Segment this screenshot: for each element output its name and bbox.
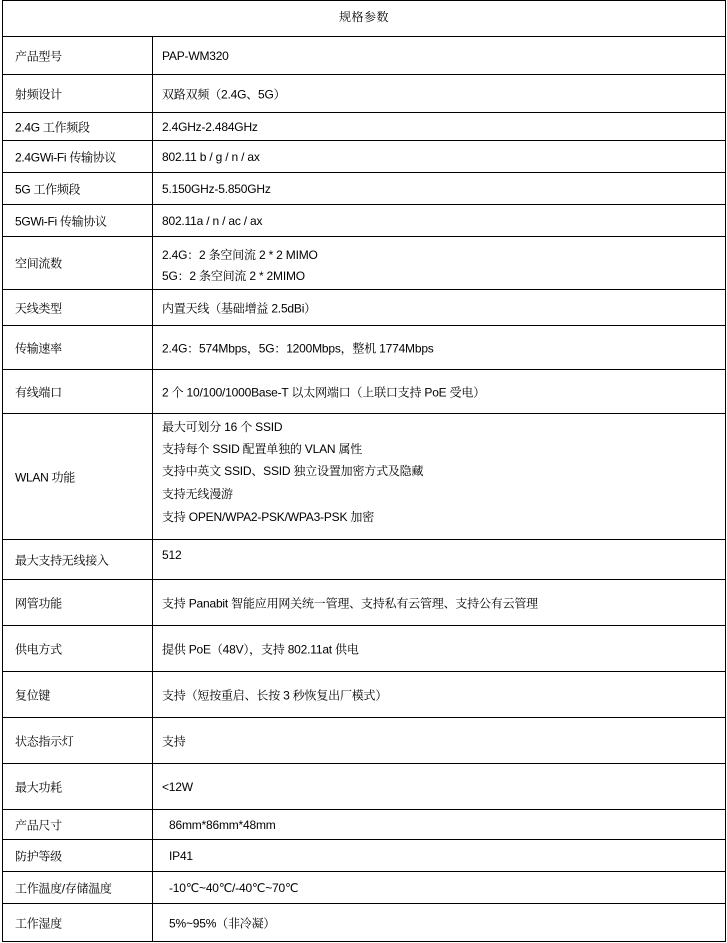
spec-value: 2 个 10/100/1000Base-T 以太网端口（上联口支持 PoE 受电）	[162, 385, 486, 399]
table-row	[3, 205, 725, 237]
spec-value: 双路双频（2.4G、5G）	[162, 87, 286, 101]
spec-value-line: 最大可划分 16 个 SSID	[162, 420, 283, 434]
spec-value-cell	[153, 113, 725, 140]
spec-value: 2.4GHz-2.484GHz	[162, 119, 258, 134]
spec-label: 5G 工作频段	[15, 182, 81, 196]
table-row	[3, 872, 725, 904]
spec-value-cell	[153, 326, 725, 369]
spec-value-cell	[153, 672, 725, 717]
spec-value-cell	[153, 810, 725, 839]
table-row	[3, 904, 725, 942]
spec-value-line: 支持 OPEN/WPA2-PSK/WPA3-PSK 加密	[162, 510, 374, 524]
spec-label: 状态指示灯	[15, 734, 74, 748]
spec-label: 2.4G 工作频段	[15, 120, 90, 134]
spec-label-cell	[3, 872, 153, 903]
spec-label: 供电方式	[15, 642, 62, 656]
spec-value: 5%~95%（非冷凝）	[169, 916, 276, 931]
table-row	[3, 540, 725, 580]
spec-label: 最大功耗	[15, 780, 62, 794]
spec-label: 防护等级	[15, 849, 62, 863]
table-row	[3, 810, 725, 840]
spec-label-cell	[3, 626, 153, 671]
spec-label: 最大支持无线接入	[15, 553, 109, 567]
spec-value-line: 2.4G：2 条空间流 2 * 2 MIMO	[162, 248, 318, 262]
spec-value-cell	[153, 904, 725, 942]
spec-value-cell	[153, 205, 725, 236]
spec-value-cell	[153, 141, 725, 172]
spec-value-cell	[153, 370, 725, 413]
spec-label: 产品尺寸	[15, 818, 62, 832]
spec-label: 传输速率	[15, 341, 62, 355]
table-row	[3, 290, 725, 326]
spec-label: 网管功能	[15, 596, 62, 610]
spec-label-cell	[3, 904, 153, 942]
table-row	[3, 141, 725, 173]
spec-label-cell	[3, 370, 153, 413]
spec-value-cell	[153, 580, 725, 625]
spec-label: 复位键	[15, 688, 51, 702]
table-row	[3, 173, 725, 205]
table-row	[3, 370, 725, 414]
spec-value-cell	[153, 626, 725, 671]
spec-label-cell	[3, 540, 153, 579]
spec-label-cell	[3, 672, 153, 717]
spec-value: PAP-WM320	[162, 48, 229, 63]
spec-value: 内置天线（基础增益 2.5dBi）	[162, 301, 316, 315]
spec-label-cell	[3, 326, 153, 369]
spec-label: 5GWi-Fi 传输协议	[15, 214, 107, 228]
table-row	[3, 237, 725, 290]
table-row	[3, 764, 725, 810]
spec-label: 工作湿度	[15, 916, 62, 931]
spec-value: <12W	[162, 779, 193, 794]
table-row	[3, 414, 725, 540]
spec-label: 射频设计	[15, 87, 62, 101]
spec-value-cell	[153, 872, 725, 903]
spec-value: 支持（短按重启、长按 3 秒恢复出厂模式）	[162, 688, 388, 702]
spec-label-cell	[3, 173, 153, 204]
spec-label: 天线类型	[15, 301, 62, 315]
spec-value: 支持 Panabit 智能应用网关统一管理、支持私有云管理、支持公有云管理	[162, 596, 538, 610]
spec-value-cell	[153, 173, 725, 204]
spec-value: IP41	[169, 848, 193, 863]
table-row	[3, 326, 725, 370]
spec-value-cell	[153, 840, 725, 871]
spec-table	[2, 0, 726, 942]
spec-value: 802.11a / n / ac / ax	[162, 213, 263, 228]
spec-value-line: 5G：2 条空间流 2 * 2MIMO	[162, 269, 305, 283]
table-row	[3, 672, 725, 718]
spec-value: 5.150GHz-5.850GHz	[162, 181, 271, 196]
spec-label-cell	[3, 414, 153, 539]
spec-label: 产品型号	[15, 49, 62, 63]
spec-label-cell	[3, 75, 153, 112]
spec-value: 支持	[162, 734, 186, 748]
spec-value: 802.11 b / g / n / ax	[162, 149, 260, 164]
table-row	[3, 580, 725, 626]
spec-value-cell	[153, 540, 725, 579]
spec-value-cell	[153, 75, 725, 112]
spec-value: 提供 PoE（48V），支持 802.11at 供电	[162, 642, 359, 656]
spec-value-line: 支持无线漫游	[162, 487, 233, 501]
table-row	[3, 113, 725, 141]
spec-label: 工作温度/存储温度	[15, 881, 112, 895]
spec-value: -10℃~40℃/-40℃~70℃	[169, 880, 299, 895]
spec-label: 空间流数	[15, 256, 62, 271]
spec-value-cell	[153, 37, 725, 74]
spec-value-cell	[153, 290, 725, 325]
spec-label-cell	[3, 113, 153, 140]
spec-label-cell	[3, 37, 153, 74]
table-row	[3, 718, 725, 764]
spec-label-cell	[3, 290, 153, 325]
spec-label-cell	[3, 840, 153, 871]
table-row	[3, 37, 725, 75]
table-row	[3, 840, 725, 872]
spec-label: 2.4GWi-Fi 传输协议	[15, 150, 117, 164]
spec-label-cell	[3, 205, 153, 236]
spec-value: 86mm*86mm*48mm	[169, 817, 276, 832]
spec-label-cell	[3, 718, 153, 763]
spec-label-cell	[3, 580, 153, 625]
table-row	[3, 75, 725, 113]
spec-value-cell	[153, 764, 725, 809]
spec-label-cell	[3, 237, 153, 289]
spec-value: 512	[162, 548, 182, 562]
spec-value-cell	[153, 718, 725, 763]
spec-label: WLAN 功能	[15, 470, 75, 484]
spec-label-cell	[3, 810, 153, 839]
table-title: 规格参数	[338, 10, 389, 24]
spec-value-cell	[153, 414, 725, 539]
spec-value: 2.4G：574Mbps，5G：1200Mbps，整机 1774Mbps	[162, 341, 434, 355]
spec-label-cell	[3, 141, 153, 172]
spec-value-cell	[153, 237, 725, 289]
table-row	[3, 626, 725, 672]
spec-value-line: 支持每个 SSID 配置单独的 VLAN 属性	[162, 442, 363, 456]
spec-label-cell	[3, 764, 153, 809]
table-title-row	[3, 1, 725, 37]
spec-label: 有线端口	[15, 385, 62, 399]
spec-value-line: 支持中英文 SSID、SSID 独立设置加密方式及隐藏	[162, 464, 424, 478]
